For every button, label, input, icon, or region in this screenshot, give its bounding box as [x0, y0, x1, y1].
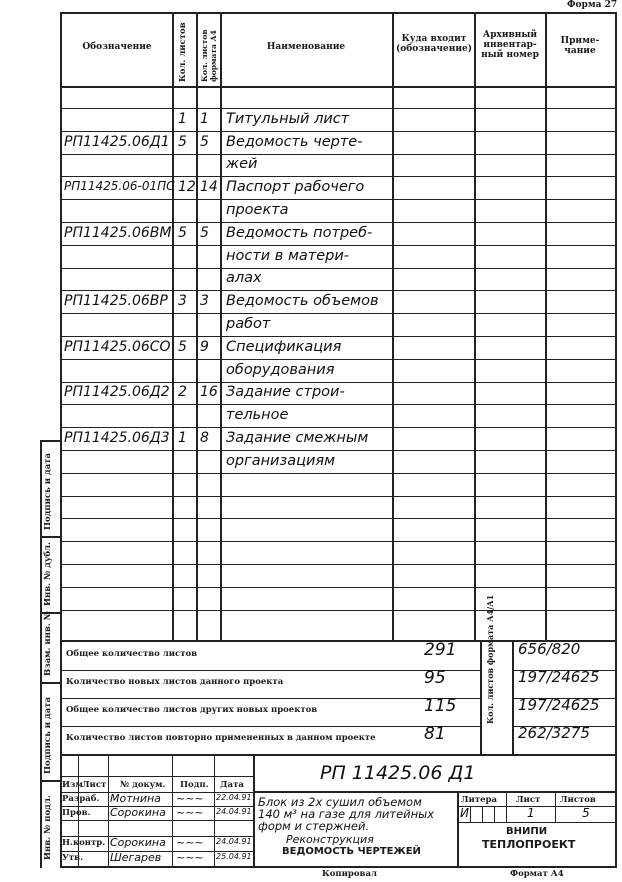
tb-sheet-label: Лист — [516, 795, 541, 805]
table-rule-line — [60, 382, 617, 383]
tb-org-line-1: ВНИПИ — [506, 826, 548, 837]
table-rule-line — [60, 518, 617, 519]
row-designation: РП11425.06ВМ — [64, 225, 172, 241]
tb-reconstruction: Реконструкция — [286, 833, 374, 846]
row-sheets-a4: 5 — [200, 225, 209, 241]
role-name: Шегарев — [110, 851, 162, 864]
row-sheets: 5 — [178, 134, 187, 150]
tb-header-list: Лист — [82, 780, 107, 790]
row-name-line: Ведомость потреб- — [226, 225, 373, 241]
table-rule-line — [60, 108, 617, 109]
col-sheets-header: Кол. листов — [178, 22, 188, 82]
form-label: Форма 27 — [567, 0, 618, 10]
row-name-line: жей — [226, 156, 258, 172]
side-strip-line-2 — [40, 536, 60, 538]
role-signature: ~~~ — [176, 851, 204, 864]
row-name-line: алах — [226, 270, 262, 286]
frame-top — [60, 12, 617, 14]
tb-description — [258, 796, 434, 832]
tb-header-sign: Подп. — [180, 780, 209, 790]
role-label: Н.контр. — [62, 838, 106, 848]
tb-vline-4 — [214, 754, 215, 866]
row-sheets-a4: 1 — [200, 111, 209, 127]
table-rule-line — [60, 222, 617, 223]
row-designation: РП11425.06ВР — [64, 293, 168, 309]
tb-vline-2b — [108, 776, 109, 866]
tb-vline-5 — [253, 754, 255, 866]
table-rule-line — [60, 245, 617, 246]
table-rule-line — [60, 359, 617, 360]
row-sheets-a4: 9 — [200, 339, 209, 355]
tb-vline-7 — [506, 791, 507, 822]
row-name-line: проекта — [226, 202, 289, 218]
role-name: Мотнина — [110, 792, 161, 805]
role-signature: ~~~ — [176, 806, 204, 819]
side-strip-line-5 — [40, 780, 60, 782]
tb-litera-value: И — [460, 806, 469, 820]
summary-value: 115 — [424, 696, 457, 716]
table-rule-line — [60, 564, 617, 565]
tb-hline-litera-1 — [457, 806, 617, 807]
role-signature: ~~~ — [176, 792, 204, 805]
tb-description-line-1: Блок из 2х сушил объемом — [258, 795, 422, 809]
tb-doc-title: ВЕДОМОСТЬ ЧЕРТЕЖЕЙ — [282, 846, 421, 857]
table-rule-line — [60, 427, 617, 428]
side-vzam-inv: Взам. инв. № — [43, 610, 53, 676]
role-date: 22.04.91 — [216, 793, 252, 802]
table-rule-line — [60, 268, 617, 269]
summary-label: Количество новых листов данного проекта — [66, 677, 284, 687]
table-rule-line — [60, 541, 617, 542]
table-rule-line — [60, 587, 617, 588]
table-rule-line — [60, 199, 617, 200]
table-rule-line — [60, 313, 617, 314]
table-rule-line — [60, 336, 617, 337]
frame-bottom — [60, 866, 617, 868]
row-designation: РП11425.06Д2 — [64, 384, 170, 400]
tb-header-izm: Изм — [62, 780, 83, 790]
tb-vline-11 — [494, 806, 495, 822]
summary-vline-1 — [480, 640, 482, 754]
titleblock-top-line — [60, 754, 617, 756]
row-sheets: 12 — [178, 179, 196, 195]
row-name-line: Спецификация — [226, 339, 342, 355]
tb-description-line-2: 140 м³ на газе для литейных — [258, 807, 435, 821]
role-label: Пров. — [62, 808, 91, 818]
tb-sheets-value: 5 — [582, 806, 590, 820]
table-rule-line — [60, 450, 617, 451]
col-archive-header: Архивный инвентар-ный номер — [481, 30, 539, 60]
tb-vline-6 — [457, 791, 459, 866]
tb-header-doc: № докум. — [120, 780, 166, 790]
table-rule-line — [60, 610, 617, 611]
summary-a4-value: 197/24625 — [518, 668, 600, 686]
row-name-line: Задание смежным — [226, 430, 369, 446]
side-strip-line-1 — [40, 440, 60, 442]
row-name-line: оборудования — [226, 362, 335, 378]
col-line-3 — [220, 12, 222, 640]
tb-description-line-3: форм и стержней. — [258, 819, 370, 833]
footer-format: Формат А4 — [510, 869, 564, 879]
tb-hline-litera-2 — [457, 822, 617, 823]
row-name-line: Ведомость черте- — [226, 134, 363, 150]
row-designation: РП11425.06-01ПС — [64, 179, 175, 193]
role-name: Сорокина — [110, 836, 166, 849]
summary-line-2 — [60, 698, 480, 699]
side-sign-date-top: Подпись и дата — [43, 452, 53, 530]
row-sheets: 5 — [178, 339, 187, 355]
side-inv-podl: Инв. № подл. — [43, 795, 53, 860]
row-sheets: 1 — [178, 430, 187, 446]
col-included-header: Куда входит (обозначение) — [396, 34, 472, 54]
col-sheets-a4-header: Кол. листов формата А4 — [200, 29, 218, 82]
summary-value: 291 — [424, 640, 457, 660]
footer-copied: Копировал — [322, 869, 377, 879]
row-name-line: Ведомость объемов — [226, 293, 379, 309]
summary-line-3 — [60, 726, 480, 727]
summary-a4-value: 197/24625 — [518, 696, 600, 714]
side-inv-dubl: Инв. № дубл. — [43, 541, 53, 606]
side-sign-date-bottom: Подпись и дата — [43, 696, 53, 774]
table-rule-line — [60, 473, 617, 474]
col-line-4 — [392, 12, 394, 640]
row-name-line: Задание строи- — [226, 384, 345, 400]
summary-value: 81 — [424, 724, 446, 744]
row-sheets-a4: 5 — [200, 134, 209, 150]
tb-vline-8 — [555, 791, 556, 822]
tb-vline-9 — [470, 806, 471, 822]
tb-hline-4 — [60, 820, 253, 821]
tb-hline-1 — [60, 776, 253, 777]
row-name-line: тельное — [226, 407, 289, 423]
col-line-1 — [172, 12, 174, 640]
summary-side-label: Кол. листов формата А4/А1 — [485, 594, 495, 724]
col-note-header: Приме-чание — [560, 36, 600, 56]
table-rule-line — [60, 131, 617, 132]
summary-label: Общее количество листов других новых проектов — [66, 705, 318, 715]
table-rule-line — [60, 496, 617, 497]
row-designation: РП11425.06Д1 — [64, 134, 170, 150]
table-rule-line — [60, 404, 617, 405]
row-name-line: ности в матери- — [226, 248, 350, 264]
role-date: 25.04.91 — [216, 852, 252, 861]
tb-litera-label: Литера — [461, 795, 497, 805]
role-signature: ~~~ — [176, 836, 204, 849]
col-line-2 — [196, 12, 198, 640]
side-strip-outer — [40, 440, 42, 868]
table-rule-line — [60, 154, 617, 155]
summary-value: 95 — [424, 668, 446, 688]
col-name-header: Наименование — [266, 42, 346, 52]
table-rule-line — [60, 290, 617, 291]
summary-label: Количество листов повторно примененных в данном проекте — [66, 733, 376, 743]
col-designation-header: Обозначение — [82, 42, 152, 52]
row-sheets-a4: 14 — [200, 179, 218, 195]
row-designation: РП11425.06Д3 — [64, 430, 170, 446]
tb-vline-10 — [482, 806, 483, 822]
role-label: Утв. — [62, 853, 84, 863]
summary-line-1 — [60, 670, 480, 671]
summary-a4-value: 262/3275 — [518, 724, 590, 742]
row-sheets: 3 — [178, 293, 187, 309]
tb-vline-3 — [172, 754, 173, 866]
tb-doc-number: РП 11425.06 Д1 — [320, 762, 476, 784]
row-sheets-a4: 16 — [200, 384, 218, 400]
table-rule-line — [60, 176, 617, 177]
side-strip-line-4 — [40, 682, 60, 684]
tb-hline-right — [253, 791, 617, 793]
summary-vline-2 — [512, 640, 514, 754]
role-name: Сорокина — [110, 806, 166, 819]
row-sheets: 1 — [178, 111, 187, 127]
row-name-line: Паспорт рабочего — [226, 179, 365, 195]
tb-sheet-value: 1 — [527, 806, 535, 820]
tb-org-line-2: ТЕПЛОПРОЕКТ — [482, 838, 576, 851]
role-date: 24.04.91 — [216, 807, 252, 816]
row-name-line: работ — [226, 316, 271, 332]
row-designation: РП11425.06СО — [64, 339, 171, 355]
summary-label: Общее количество листов — [66, 649, 198, 659]
col-line-6 — [545, 12, 547, 640]
tb-sheets-label: Листов — [560, 795, 596, 805]
row-sheets-a4: 3 — [200, 293, 209, 309]
summary-a4-value: 656/820 — [518, 640, 581, 658]
row-sheets: 2 — [178, 384, 187, 400]
row-sheets-a4: 8 — [200, 430, 209, 446]
frame-right — [615, 12, 617, 868]
frame-left — [60, 12, 62, 868]
row-sheets: 5 — [178, 225, 187, 241]
header-divider — [60, 86, 617, 88]
role-label: Разраб. — [62, 794, 100, 804]
tb-header-date: Дата — [220, 780, 244, 790]
row-name-line: Титульный лист — [226, 111, 350, 127]
col-line-5 — [474, 12, 476, 640]
role-date: 24.04.91 — [216, 837, 252, 846]
row-name-line: организациям — [226, 453, 336, 469]
